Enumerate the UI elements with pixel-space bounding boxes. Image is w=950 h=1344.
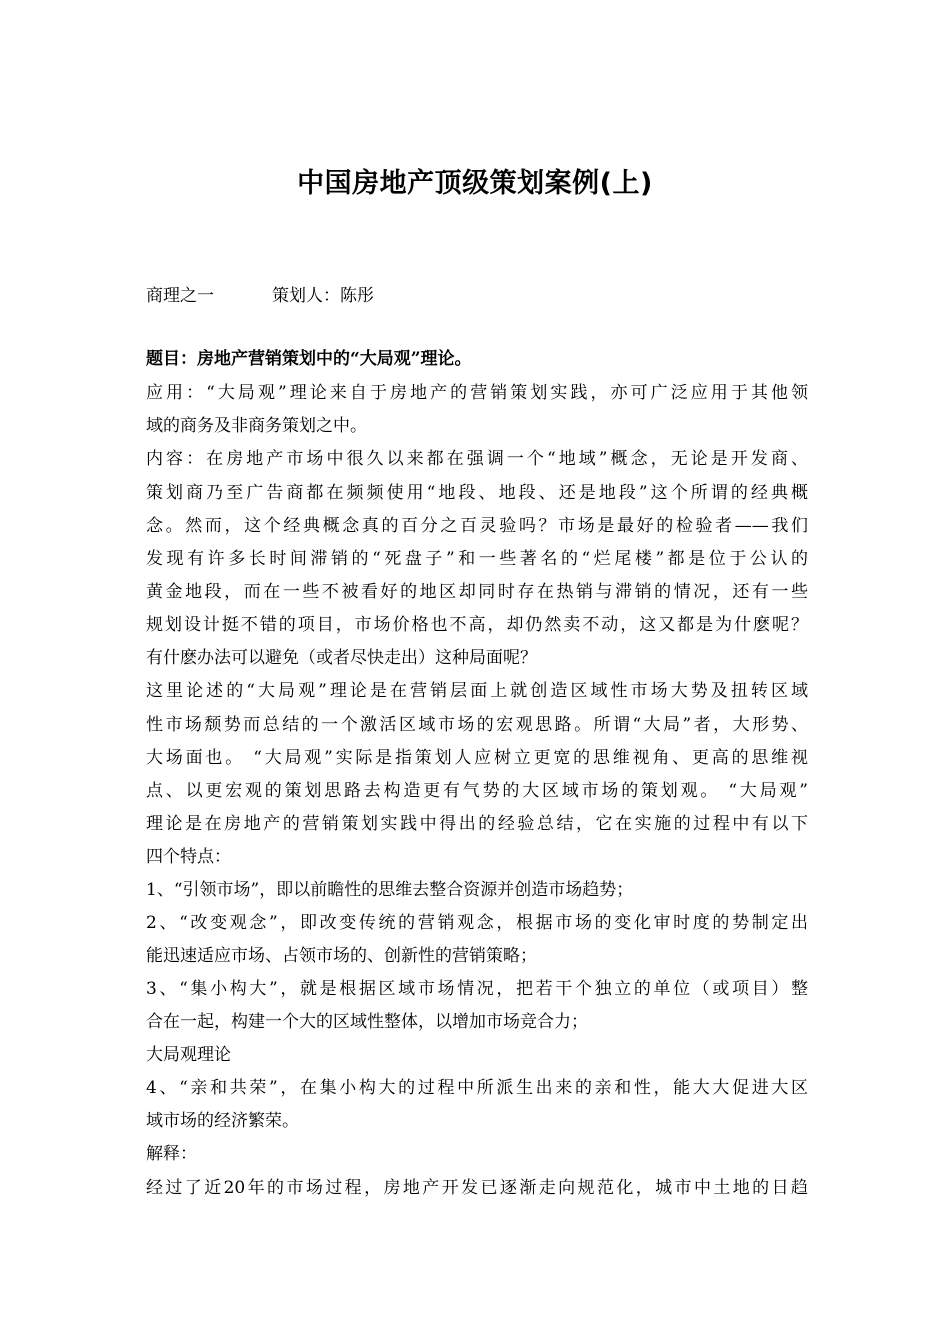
list-item-4-cont: 域市场的经济繁荣。	[146, 1111, 299, 1131]
paragraph-line: 发现有许多长时间滞销的“死盘子”和一些著名的“烂尾楼”都是位于公认的	[146, 549, 808, 569]
paragraph-line: 策划商乃至广告商都在频频使用“地段、地段、还是地段”这个所谓的经典概	[146, 483, 808, 503]
author-line	[146, 282, 374, 310]
paragraph-line: 黄金地段，而在一些不被看好的地区却同时存在热销与滞销的情况，还有一些	[146, 582, 808, 602]
paragraph-line: 念。然而，这个经典概念真的百分之百灵验吗？市场是最好的检验者——我们	[146, 516, 808, 536]
list-item-3: 3、“集小构大”，就是根据区域市场情况，把若干个独立的单位（或项目）整	[146, 979, 808, 999]
paragraph-line: 性市场颓势而总结的一个激活区域市场的宏观思路。所谓“大局”者，大形势、	[146, 715, 808, 735]
paragraph-line: 大场面也。 “大局观”实际是指策划人应树立更宽的思维视角、更高的思维视	[146, 748, 808, 768]
section-label: 大局观理论	[146, 1045, 231, 1065]
list-item-2-cont: 能迅速适应市场、占领市场的、创新性的营销策略；	[146, 946, 537, 966]
list-item-1: 1、“引领市场”，即以前瞻性的思维去整合资源并创造市场趋势；	[146, 880, 634, 900]
document-title: 中国房地产顶级策划案例(上)	[297, 168, 653, 199]
paragraph-line: 经过了近20年的市场过程，房地产开发已逐渐走向规范化，城市中土地的日趋	[146, 1178, 808, 1198]
list-item-2: 2、“改变观念”，即改变传统的营销观念，根据市场的变化审时度的势制定出	[146, 913, 808, 933]
paragraph-line: 内容：在房地产市场中很久以来都在强调一个“地域”概念，无论是开发商、	[146, 449, 808, 469]
explanation-label: 解释：	[146, 1144, 197, 1164]
paragraph-line: 应用：“大局观”理论来自于房地产的营销策划实践，亦可广泛应用于其他领	[146, 383, 808, 403]
paragraph-line: 点、以更宏观的策划思路去构造更有气势的大区域市场的策划观。 “大局观”	[146, 781, 808, 801]
paragraph-line: 这里论述的“大局观”理论是在营销层面上就创造区域性市场大势及扭转区域	[146, 681, 808, 701]
list-item-3-cont: 合在一起，构建一个大的区域性整体，以增加市场竞合力；	[146, 1012, 588, 1032]
paragraph-line: 四个特点：	[146, 847, 231, 867]
paragraph-line: 规划设计挺不错的项目，市场价格也不高，却仍然卖不动，这又都是为什麽呢？	[146, 615, 808, 635]
topic-heading: 题目：房地产营销策划中的“大局观”理论。	[146, 349, 472, 369]
list-item-4: 4、“亲和共荣”，在集小构大的过程中所派生出来的亲和性，能大大促进大区	[146, 1078, 808, 1098]
paragraph-line: 理论是在房地产的营销策划实践中得出的经验总结，它在实施的过程中有以下	[146, 814, 808, 834]
paragraph-line: 域的商务及非商务策划之中。	[146, 416, 367, 436]
paragraph-line: 有什麽办法可以避免（或者尽快走出）这种局面呢？	[146, 648, 537, 668]
series-label: 商理之一	[146, 286, 214, 306]
planner-label: 策划人：陈彤	[272, 286, 374, 306]
